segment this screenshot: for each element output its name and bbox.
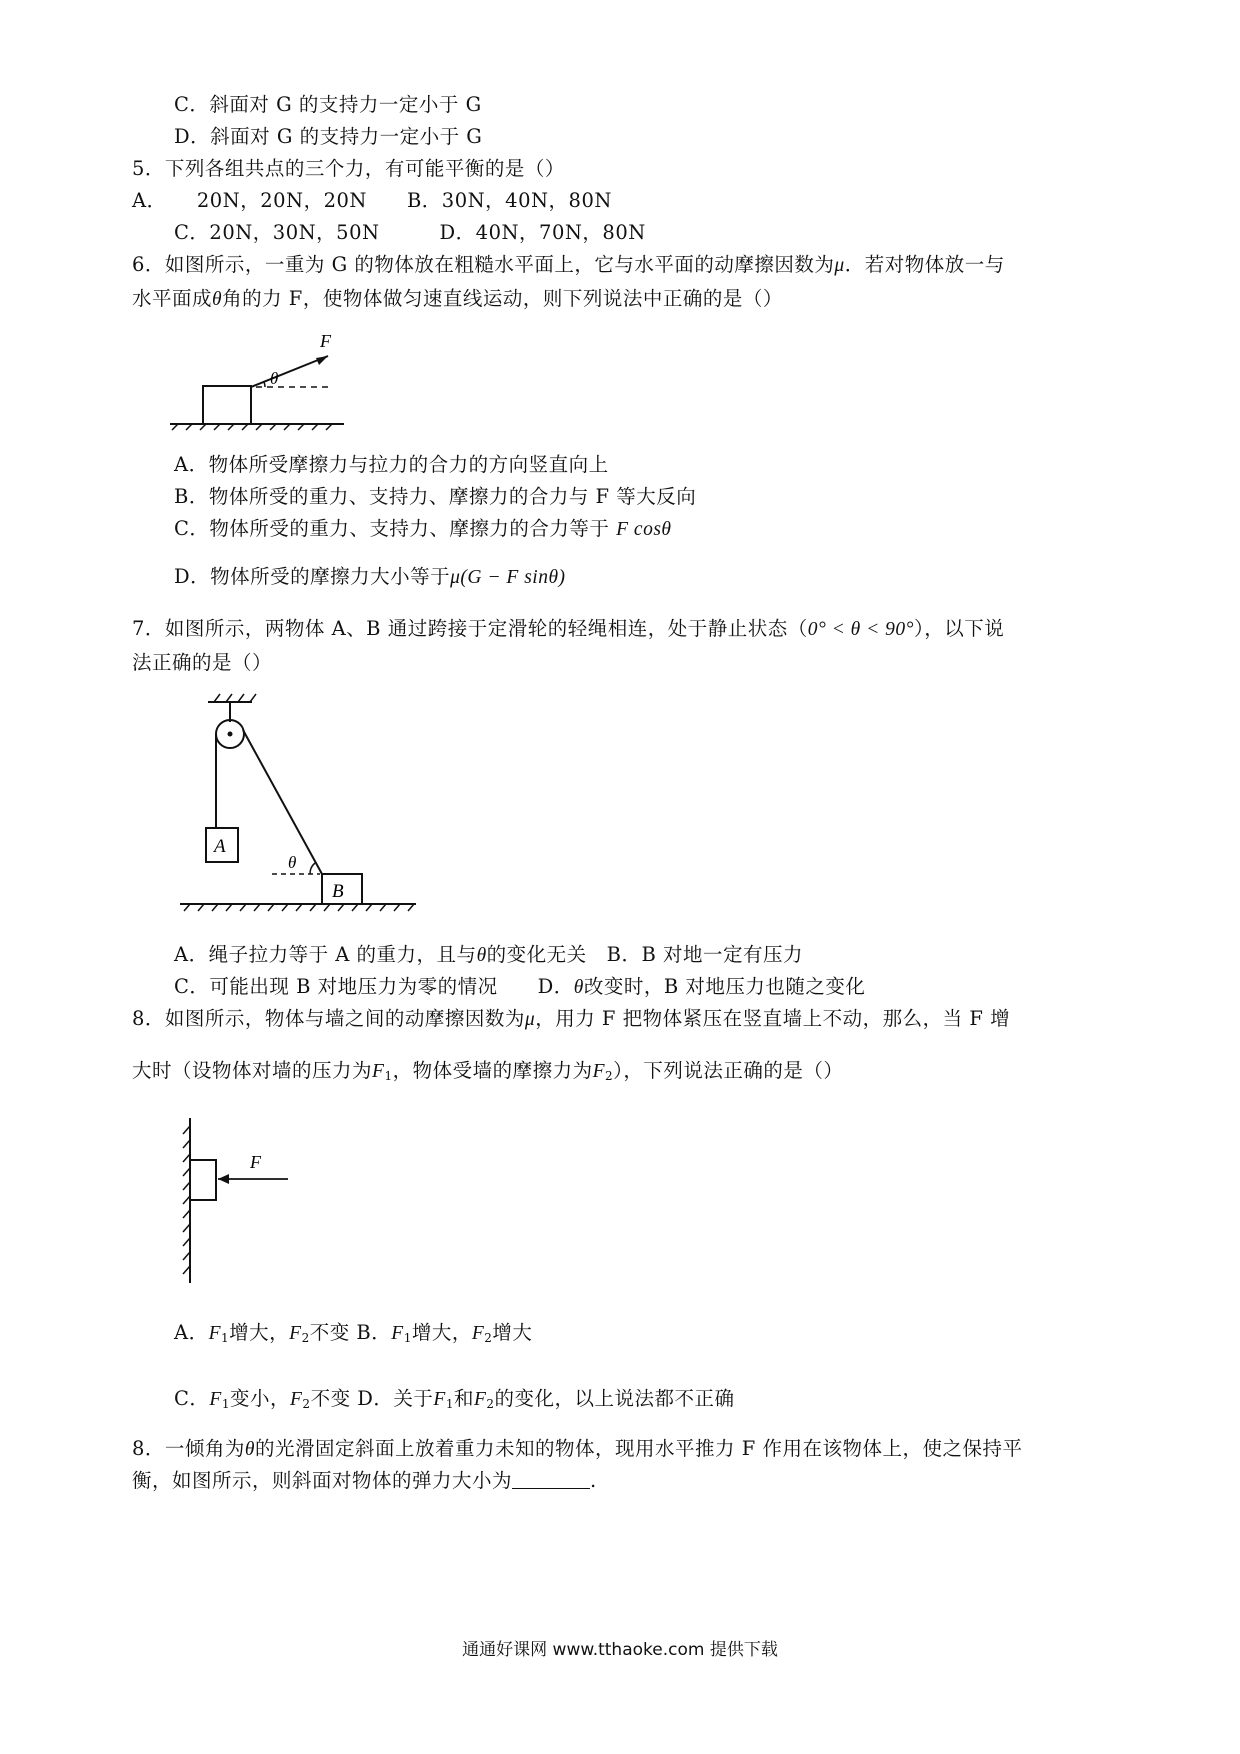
q8a-f1-sub: 1 [384, 1069, 393, 1083]
q8b-stem-text-c: 衡，如图所示，则斜面对物体的弹力大小为 [132, 1469, 513, 1492]
q6-option-c-text: C．物体所受的重力、支持力、摩擦力的合力等于 [174, 517, 610, 540]
q8a-stem-line2 [132, 1058, 843, 1089]
q7-figure [180, 690, 430, 920]
q7-fig-label-theta: θ [288, 853, 297, 872]
q8a-opt-d-f2: F [473, 1389, 487, 1410]
q6-option-a: A．物体所受摩擦力与拉力的合力的方向竖直向上 [174, 453, 609, 476]
q8a-stem-text-a: 8．如图所示，物体与墙之间的动摩擦因数为 [132, 1007, 525, 1030]
q8a-opt-c-f2: F [290, 1389, 303, 1410]
q6-option-d-text: D．物体所受的摩擦力大小等于 [174, 565, 451, 588]
q8a-opt-d-f1: F [433, 1389, 446, 1410]
q8a-stem-text-b: ，用力 F 把物体紧压在竖直墙上不动，那么，当 F 增 [535, 1007, 1011, 1030]
q6-option-d-expr: μ(G − F sinθ) [450, 567, 566, 588]
q8a-opt-d-t2: 的变化，以上说法都不正确 [494, 1387, 735, 1410]
q8a-stem-text-d: ，物体受墙的摩擦力为 [392, 1059, 593, 1082]
q7-option-d-text-b: 改变时，B 对地压力也随之变化 [583, 975, 866, 998]
q6-option-c [174, 516, 671, 543]
q8a-fig-label-f: F [250, 1152, 261, 1172]
q8a-opt-d-t1: 和 [453, 1387, 474, 1410]
q7-option-a-text-b: 的变化无关 B．B 对地一定有压力 [486, 943, 804, 966]
q6-option-d [174, 564, 566, 591]
q8a-opt-c-t1: 变小， [229, 1387, 290, 1410]
q6-figure [170, 330, 370, 430]
q6-option-b: B．物体所受的重力、支持力、摩擦力的合力与 F 等大反向 [174, 485, 697, 508]
q7-stem-line2: 法正确的是（） [132, 651, 273, 674]
q4-option-d: D．斜面对 G 的支持力一定小于 G [174, 125, 483, 148]
q7-option-a-text: A．绳子拉力等于 A 的重力，且与 [174, 943, 477, 966]
q6-option-c-expr: F cosθ [616, 519, 672, 540]
q8a-opt-c-label: C． [174, 1387, 210, 1410]
q7-fig-label-a: A [214, 836, 226, 857]
q7-options-ab [174, 942, 803, 969]
q6-stem-text-c: 水平面成 [132, 287, 213, 310]
q7-option-c-text: C．可能出现 B 对地压力为零的情况 [174, 975, 538, 998]
q7-options-cd [174, 974, 865, 1001]
q8a-opt-b-f1-sub: 1 [403, 1331, 412, 1345]
q8b-stem-line2 [132, 1468, 597, 1494]
q8a-opt-c-t2: 不变 D．关于 [310, 1387, 434, 1410]
q8b-stem-text-b: 的光滑固定斜面上放着重力未知的物体，现用水平推力 F 作用在该物体上，使之保持平 [255, 1437, 1023, 1460]
q8a-opt-b-f2-sub: 2 [484, 1331, 493, 1345]
q6-fig-label-theta: θ [270, 369, 279, 388]
q5-options-ab: A． 20N，20N，20N B．30N，40N，80N [132, 189, 612, 212]
q7-option-d-text-a: D． [537, 975, 574, 998]
q5-options-cd: C．20N，30N，50N D．40N，70N，80N [174, 221, 646, 244]
q8a-stem-line1 [132, 1006, 1010, 1033]
q7-option-d-theta: θ [573, 977, 584, 998]
q7-stem-expr: 0° < θ < 90° [807, 619, 914, 640]
q6-fig-label-f: F [320, 331, 331, 351]
q8a-opt-c-f1-sub: 1 [221, 1397, 230, 1411]
q6-stem-line2 [132, 286, 783, 313]
q8a-mu: μ [524, 1009, 536, 1030]
q6-stem-text-b: ．若对物体放一与 [844, 253, 1005, 276]
q8a-opt-a-f1-sub: 1 [221, 1331, 230, 1345]
q8a-opt-a-label: A． [174, 1321, 209, 1344]
q8a-options-ab [174, 1320, 532, 1351]
q8a-opt-b-f2: F [471, 1323, 485, 1344]
q8a-figure [170, 1118, 300, 1288]
q7-option-a-theta: θ [476, 945, 487, 966]
q8a-stem-text-c: 大时（设物体对墙的压力为 [132, 1059, 373, 1082]
q8b-stem-end: . [590, 1469, 597, 1492]
page-footer: 通通好课网 www.tthaoke.com 提供下载 [462, 1640, 778, 1660]
q8a-opt-a-f2: F [289, 1323, 302, 1344]
q6-stem-text-d: 角的力 F，使物体做匀速直线运动，则下列说法中正确的是（） [222, 287, 783, 310]
q7-stem-line1 [132, 616, 1004, 643]
q8a-opt-b-f1: F [391, 1323, 404, 1344]
q8a-options-cd [174, 1386, 735, 1417]
q8b-theta: θ [244, 1439, 256, 1460]
q8a-opt-b-t1: 增大， [411, 1321, 472, 1344]
q8a-opt-a-t2: 不变 B． [309, 1321, 392, 1344]
q6-stem-line1 [132, 252, 1005, 279]
q6-theta: θ [212, 289, 223, 310]
q8b-stem-line1 [132, 1436, 1022, 1463]
q8a-f2: F [592, 1061, 606, 1082]
answer-blank[interactable] [512, 1470, 590, 1489]
q8a-opt-a-f1: F [208, 1323, 222, 1344]
q7-stem-text-b: ），以下说 [913, 617, 1005, 640]
q8a-f1: F [372, 1061, 385, 1082]
q8a-opt-d-f1-sub: 1 [445, 1397, 454, 1411]
q6-mu: μ [834, 255, 845, 276]
q8a-stem-text-e: ），下列说法正确的是（） [613, 1059, 844, 1082]
q8a-opt-d-f2-sub: 2 [486, 1397, 495, 1411]
q8b-stem-text-a: 8．一倾角为 [132, 1437, 245, 1460]
q8a-opt-a-t1: 增大， [229, 1321, 290, 1344]
q5-stem: 5．下列各组共点的三个力，有可能平衡的是（） [132, 157, 565, 180]
q8a-opt-c-f1: F [209, 1389, 222, 1410]
q8a-opt-c-f2-sub: 2 [302, 1397, 311, 1411]
q4-option-c: C．斜面对 G 的支持力一定小于 G [174, 93, 482, 116]
q8a-opt-b-t2: 增大 [492, 1321, 533, 1344]
q7-stem-text-a: 7．如图所示，两物体 A、B 通过跨接于定滑轮的轻绳相连，处于静止状态（ [132, 617, 808, 640]
q8a-f2-sub: 2 [605, 1069, 614, 1083]
q7-fig-label-b: B [332, 881, 344, 902]
q8a-opt-a-f2-sub: 2 [301, 1331, 310, 1345]
q6-stem-text-a: 6．如图所示，一重为 G 的物体放在粗糙水平面上，它与水平面的动摩擦因数为 [132, 253, 835, 276]
